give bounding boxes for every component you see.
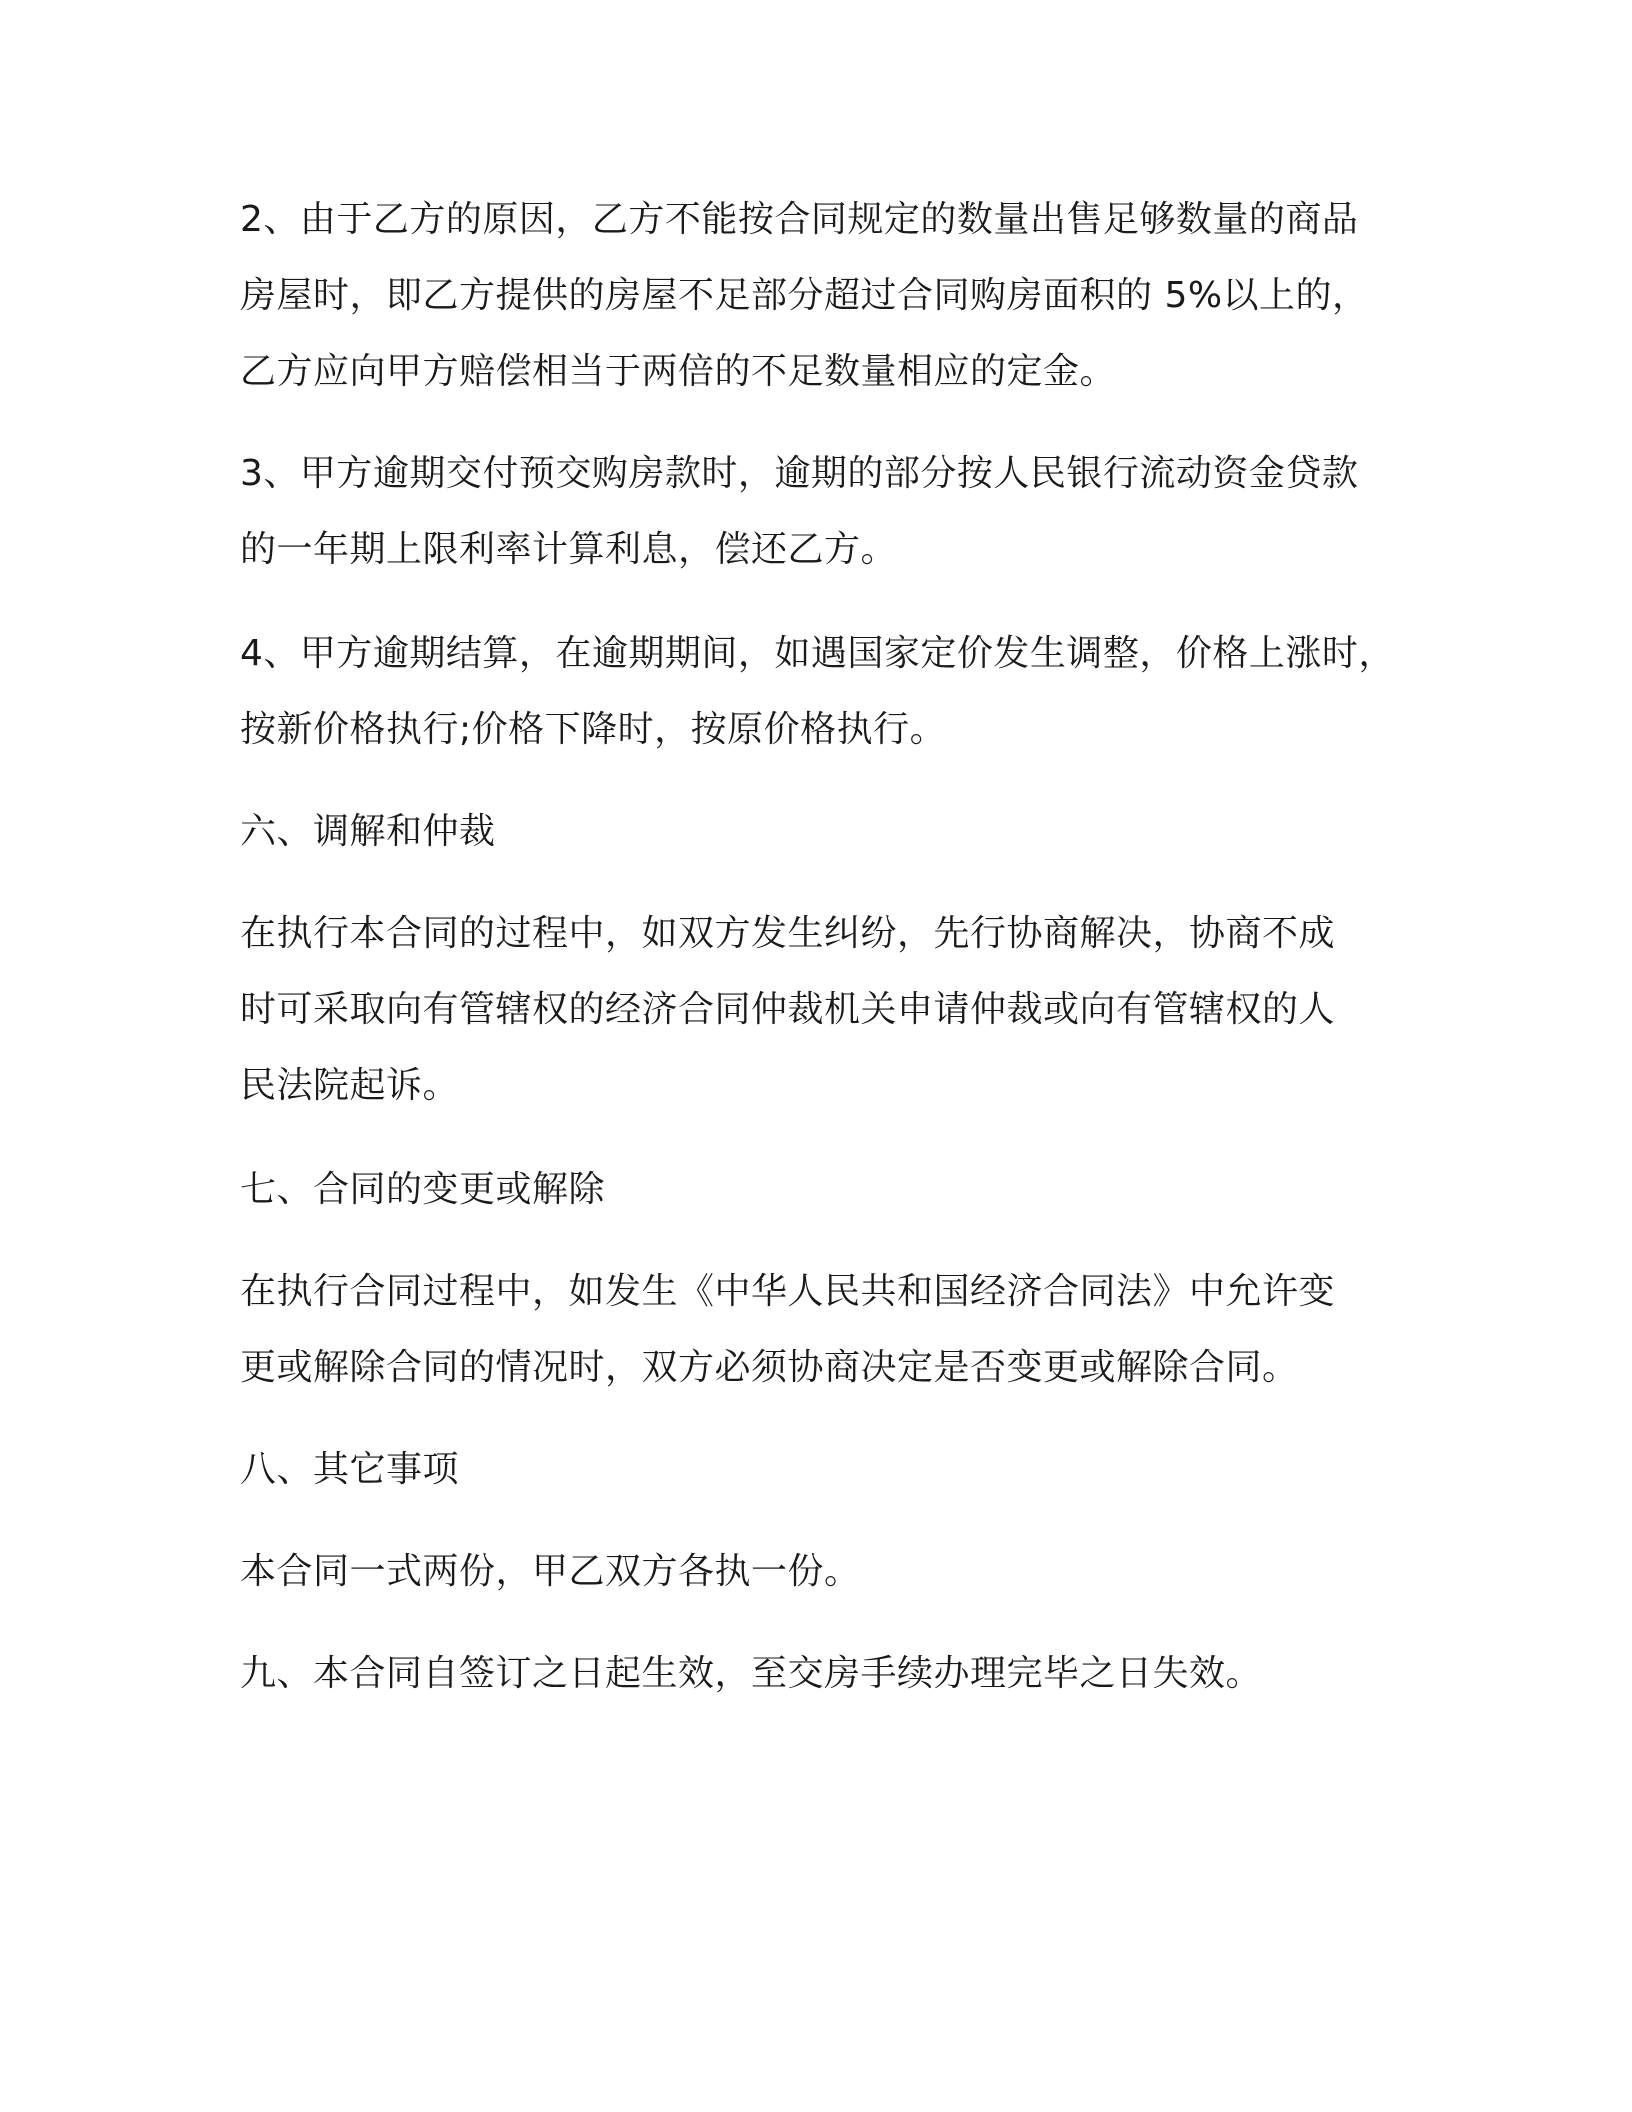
- section-9-line-1: 九、本合同自签订之日起生效，至交房手续办理完毕之日失效。: [240, 1653, 1263, 1694]
- section-6-line-1: 在执行本合同的过程中，如双方发生纠纷，先行协商解决，协商不成: [240, 913, 1336, 954]
- section-8-line-1: 本合同一式两份，甲乙双方各执一份。: [240, 1551, 861, 1592]
- section-7-heading: 七、合同的变更或解除: [240, 1169, 606, 1210]
- section-8-heading: 八、其它事项: [240, 1449, 460, 1490]
- clause-3-line-2: 的一年期上限利率计算利息，偿还乙方。: [240, 529, 898, 570]
- section-6-line-3: 民法院起诉。: [240, 1065, 460, 1106]
- clause-4-line-2: 按新价格执行;价格下降时，按原价格执行。: [240, 709, 947, 750]
- section-7-line-2: 更或解除合同的情况时，双方必须协商决定是否变更或解除合同。: [240, 1347, 1299, 1388]
- clause-2-line-1: 2、由于乙方的原因，乙方不能按合同规定的数量出售足够数量的商品: [240, 199, 1359, 240]
- clause-2-line-2: 房屋时，即乙方提供的房屋不足部分超过合同购房面积的 5%以上的，: [240, 275, 1369, 316]
- section-6-heading: 六、调解和仲裁: [240, 811, 496, 852]
- clause-4-line-1: 4、甲方逾期结算，在逾期期间，如遇国家定价发生调整，价格上涨时，: [240, 633, 1395, 674]
- clause-3-line-1: 3、甲方逾期交付预交购房款时，逾期的部分按人民银行流动资金贷款: [240, 453, 1359, 494]
- section-7-line-1: 在执行合同过程中，如发生《中华人民共和国经济合同法》中允许变: [240, 1271, 1336, 1312]
- section-6-line-2: 时可采取向有管辖权的经济合同仲裁机关申请仲裁或向有管辖权的人: [240, 989, 1336, 1030]
- clause-2-line-3: 乙方应向甲方赔偿相当于两倍的不足数量相应的定金。: [240, 351, 1117, 392]
